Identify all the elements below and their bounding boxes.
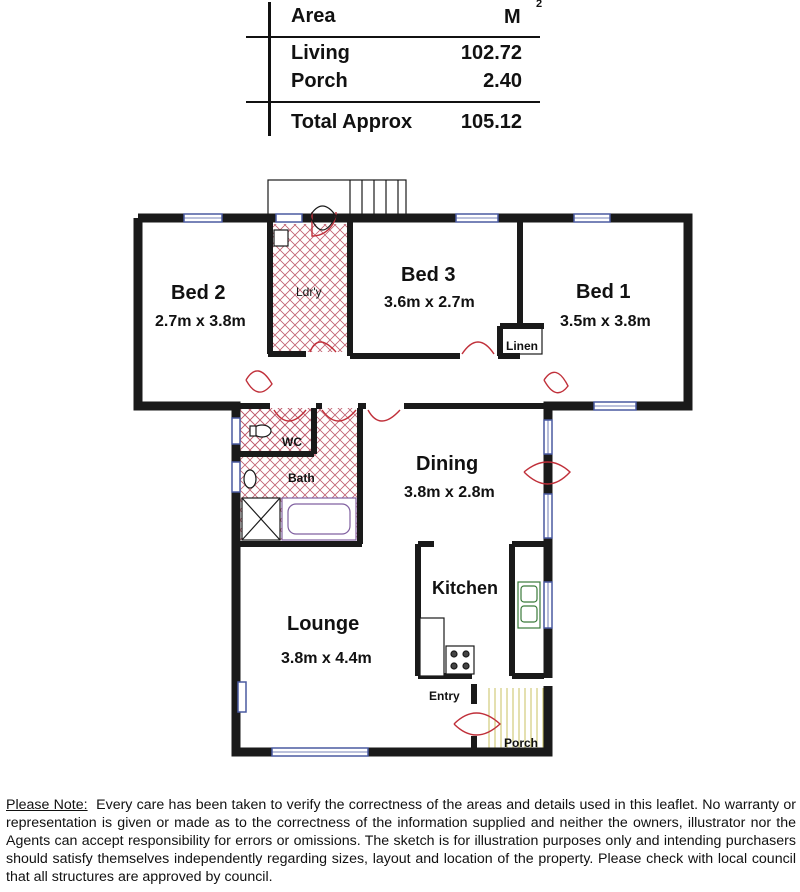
room-porch-name: Porch — [504, 736, 539, 750]
room-lounge-name: Lounge — [287, 613, 360, 635]
window-bath — [232, 462, 240, 492]
room-bath-name: Bath — [288, 471, 315, 485]
bath-basin — [244, 470, 256, 488]
window-laundry — [276, 214, 302, 222]
room-bed2-name: Bed 2 — [171, 282, 226, 304]
door-bed1 — [544, 372, 568, 392]
room-dining-dims: 3.8m x 2.8m — [404, 484, 495, 501]
room-entry-name: Entry — [429, 689, 460, 703]
fridge-space — [420, 618, 444, 676]
area-row-value: 102.72 — [460, 42, 522, 64]
room-bed3-dims: 3.6m x 2.7m — [384, 294, 475, 311]
cooktop — [446, 646, 474, 674]
area-total-value: 105.12 — [460, 111, 522, 133]
room-bed3-name: Bed 3 — [401, 264, 456, 286]
laundry-tub — [274, 230, 288, 246]
rear-steps — [268, 180, 406, 218]
door-dining — [368, 410, 400, 421]
disclaimer-note — [6, 796, 796, 886]
area-header-label: Area — [291, 5, 336, 27]
disclaimer-heading: Please Note: — [6, 797, 88, 813]
area-header-unit: M — [504, 6, 521, 28]
room-lounge-dims: 3.8m x 4.4m — [281, 650, 372, 667]
door-bed3 — [462, 342, 494, 354]
window-wc — [232, 418, 240, 444]
window-lounge-side — [238, 682, 246, 712]
room-bed2-dims: 2.7m x 3.8m — [155, 313, 246, 330]
room-linen-name: Linen — [506, 339, 538, 353]
room-bed1-dims: 3.5m x 3.8m — [560, 313, 651, 330]
room-dining-name: Dining — [416, 453, 479, 475]
room-bed1-name: Bed 1 — [576, 281, 631, 303]
room-wc-name: WC — [282, 435, 302, 449]
area-row-label: Living — [291, 42, 350, 64]
door-bed2 — [246, 371, 272, 392]
area-row-label: Porch — [291, 70, 348, 92]
area-row-value: 2.40 — [483, 70, 522, 92]
area-header-unit-sup: 2 — [536, 0, 543, 10]
room-laundry-name: Ldr'y — [296, 285, 322, 299]
area-total-label: Total Approx — [291, 111, 413, 133]
room-kitchen-name: Kitchen — [432, 578, 499, 598]
disclaimer-body: Every care has been taken to verify the correctness of the areas and details used in this leaflet. No warranty or representation is given or made as to the correctness of the information supplied and neither the owners, illustrator nor the Agents can accept responsibility for errors or omissions. The sketch is for illustration purposes only and intending purchasers should satisfy themselves independently regarding sizes, layout and location of the property. Please check with local council that all structures are approved by council. — [6, 797, 797, 885]
